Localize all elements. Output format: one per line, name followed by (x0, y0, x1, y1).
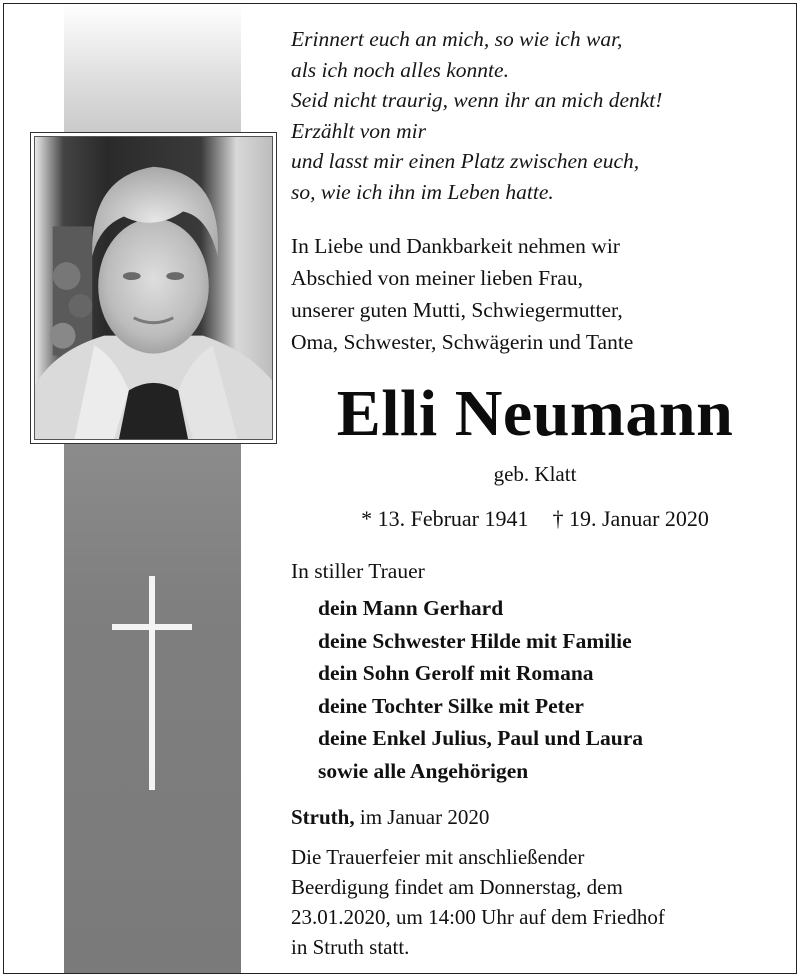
mourner-line: deine Schwester Hilde mit Familie (318, 628, 632, 653)
mourning-label: In stiller Trauer (291, 559, 425, 583)
mourner-line: sowie alle Angehörigen (318, 758, 529, 783)
portrait-frame (30, 132, 277, 444)
funeral-line: Die Trauerfeier mit anschließender (291, 845, 585, 869)
mourner-line: dein Mann Gerhard (318, 596, 504, 620)
intro-line: Abschied von meiner lieben Frau, (291, 266, 583, 290)
funeral-line: 23.01.2020, um 14:00 Uhr auf dem Friedhof (291, 905, 665, 929)
mourner-line: dein Sohn Gerolf mit Romana (318, 661, 594, 685)
poem-line: Seid nicht traurig, wenn ihr an mich denkt! (291, 88, 663, 112)
portrait-image (35, 137, 272, 439)
deceased-name: Elli Neumann (336, 377, 734, 450)
birth-name: geb. Klatt (493, 462, 577, 486)
intro-text (291, 230, 788, 358)
place-month: im Januar 2020 (359, 805, 490, 829)
place-date (291, 802, 788, 832)
poem-line: Erinnert euch an mich, so wie ich war, (291, 27, 623, 51)
mourner-line: deine Enkel Julius, Paul und Laura (318, 726, 643, 750)
poem-line: als ich noch alles konnte. (291, 57, 509, 82)
birth-date: * 13. Februar 1941 (361, 506, 529, 531)
mourner-line: deine Tochter Silke mit Peter (318, 693, 584, 718)
place-town: Struth, (291, 805, 355, 829)
death-date: † 19. Januar 2020 (552, 506, 709, 531)
funeral-info (291, 842, 788, 962)
funeral-line: Beerdigung findet am Donnerstag, dem (291, 875, 623, 899)
intro-line: unserer guten Mutti, Schwiegermutter, (291, 298, 623, 322)
portrait-photo (34, 136, 273, 440)
cross-icon (112, 576, 192, 790)
mourners-list (318, 592, 788, 787)
poem-line: Erzählt von mir (291, 118, 426, 143)
life-dates (274, 504, 796, 534)
intro-line: In Liebe und Dankbarkeit nehmen wir (291, 234, 620, 258)
intro-line: Oma, Schwester, Schwägerin und Tante (291, 330, 634, 354)
poem (291, 24, 788, 207)
poem-line: und lasst mir einen Platz zwischen euch, (291, 149, 640, 173)
obituary-page (3, 3, 797, 974)
funeral-line: in Struth statt. (291, 935, 410, 959)
poem-line: so, wie ich ihn im Leben hatte. (291, 179, 554, 204)
